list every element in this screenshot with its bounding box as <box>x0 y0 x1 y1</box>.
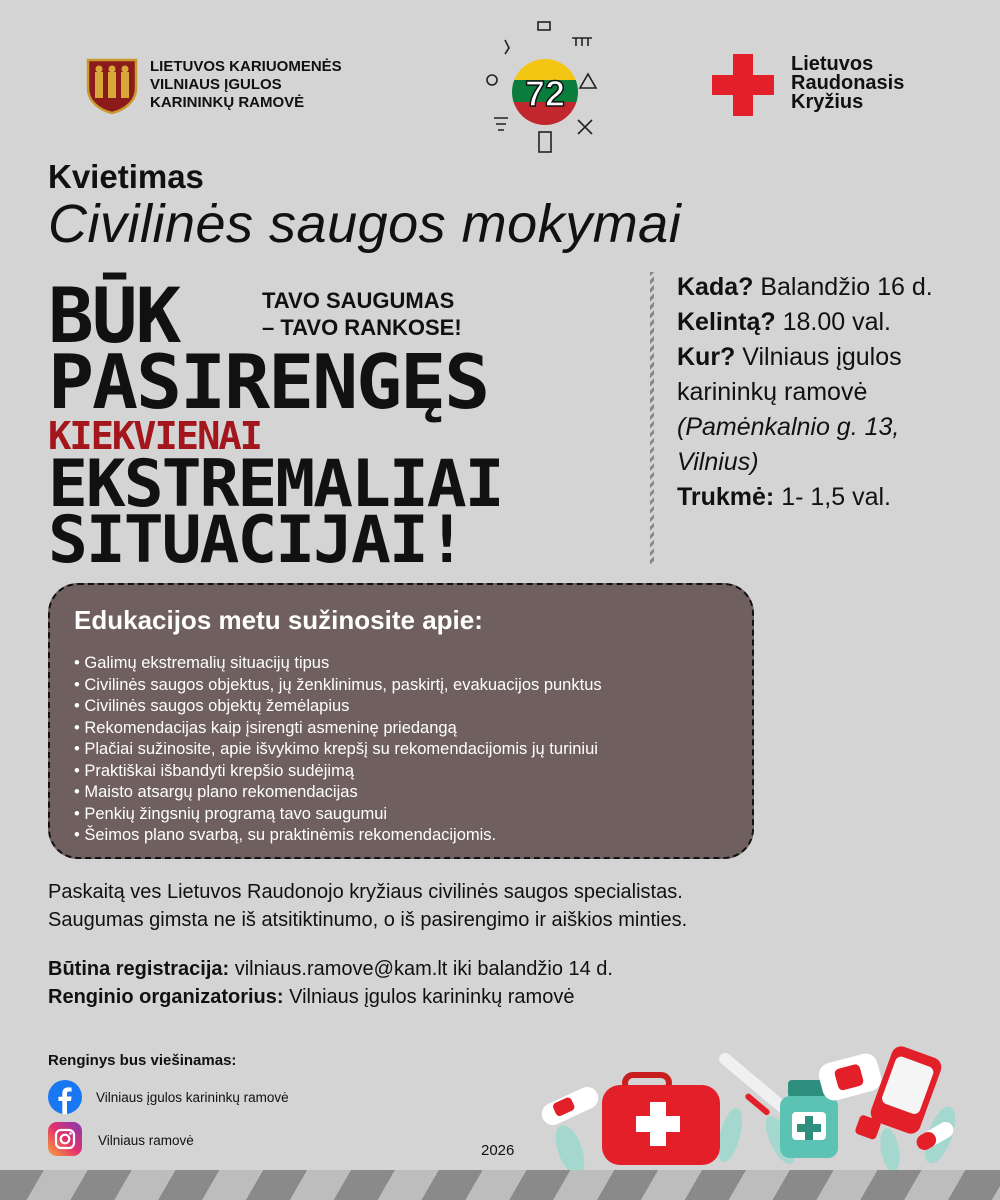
where-label: Kur? <box>677 343 736 371</box>
list-item: • Civilinės saugos objektų žemėlapius <box>74 696 602 718</box>
list-item: • Civilinės saugos objektus, jų ženklinimus, paskirtį, evakuacijos punktus <box>74 675 602 697</box>
org-line-2: VILNIAUS ĮGULOS <box>150 76 282 93</box>
event-details <box>677 270 987 515</box>
year: 2026 <box>481 1142 515 1159</box>
rc-line-2: Raudonasis <box>791 72 905 94</box>
garrison-name <box>150 58 342 112</box>
duration-value: 1- 1,5 val. <box>774 483 891 511</box>
emblem-number: 72 <box>524 73 566 114</box>
red-cross-name <box>791 55 904 112</box>
registration-row <box>48 955 613 983</box>
time-row <box>677 305 987 340</box>
duration-label: Trukmė: <box>677 483 775 511</box>
org-line-3: KARININKŲ RAMOVĖ <box>150 94 305 111</box>
pill-icon <box>538 1083 602 1128</box>
registration-label: Būtina registracija: <box>48 958 230 980</box>
list-item: • Šeimos plano svarbą, su praktinėmis rekomendacijomis. <box>74 825 602 847</box>
vertical-divider <box>650 272 654 564</box>
facebook-link[interactable]: Vilniaus įgulos karininkų ramovė <box>96 1090 289 1105</box>
rc-line-3: Kryžius <box>791 91 864 113</box>
medical-bag-icon <box>602 1075 720 1165</box>
list-item: • Maisto atsargų plano rekomendacijas <box>74 782 602 804</box>
list-item: • Galimų ekstremalių situacijų tipus <box>74 653 602 675</box>
garrison-coat-of-arms-logo <box>86 58 138 114</box>
facebook-icon[interactable] <box>48 1080 82 1114</box>
education-list <box>74 653 602 847</box>
organizer-row <box>48 983 613 1011</box>
headline-line-5: SITUACIJAI! <box>48 503 465 578</box>
headline-line-4: EKSTREMALIAI <box>48 447 503 522</box>
red-cross-logo <box>712 54 774 116</box>
slogan-line-2: – TAVO RANKOSE! <box>262 315 462 340</box>
where-value: Vilniaus įgulos karininkų ramovė <box>677 343 902 406</box>
instagram-link[interactable]: Vilniaus ramovė <box>98 1133 194 1148</box>
when-label: Kada? <box>677 273 754 301</box>
org-line-1: LIETUVOS KARIUOMENĖS <box>150 58 342 75</box>
civil-protection-72-emblem <box>480 20 610 155</box>
address: (Pamėnkalnio g. 13, Vilnius) <box>677 413 900 476</box>
headline-line-1: BŪK <box>48 271 180 360</box>
headline-line-3: KIEKVIENAI <box>48 414 261 458</box>
description <box>48 878 687 934</box>
organizer-label: Renginio organizatorius: <box>48 986 284 1008</box>
duration-row <box>677 480 987 515</box>
invitation-label: Kvietimas <box>48 158 204 195</box>
bandage-icon <box>816 1051 884 1103</box>
list-item: • Penkių žingsnių programą tavo saugumui <box>74 804 602 826</box>
description-line-1: Paskaitą ves Lietuvos Raudonojo kryžiaus civilinės saugos specialistas. <box>48 881 683 903</box>
time-label: Kelintą? <box>677 308 776 336</box>
when-value: Balandžio 16 d. <box>753 273 933 301</box>
rc-line-1: Lietuvos <box>791 53 874 75</box>
registration-value[interactable]: vilniaus.ramove@kam.lt iki balandžio 14 d. <box>229 958 613 980</box>
organizer-value: Vilniaus įgulos karininkų ramovė <box>283 986 575 1008</box>
education-title: Edukacijos metu sužinosite apie: <box>74 605 483 635</box>
social-title: Renginys bus viešinamas: <box>48 1052 237 1069</box>
list-item: • Rekomendacijas kaip įsirengti asmeninę priedangą <box>74 718 602 740</box>
event-title: Civilinės saugos mokymai <box>48 194 682 254</box>
instagram-icon[interactable] <box>48 1122 82 1156</box>
first-aid-kit-illustration <box>530 1040 980 1170</box>
where-row <box>677 340 987 410</box>
registration-info <box>48 955 613 1011</box>
slogan-line-1: TAVO SAUGUMAS <box>262 288 455 313</box>
hazard-icon <box>505 40 509 54</box>
education-box <box>48 583 754 859</box>
when-row <box>677 270 987 305</box>
bottom-hazard-stripe <box>0 1170 1000 1200</box>
slogan <box>262 287 462 341</box>
list-item: • Praktiškai išbandyti krepšio sudėjimą <box>74 761 602 783</box>
description-line-2: Saugumas gimsta ne iš atsitiktinumo, o iš pasirengimo ir aiškios minties. <box>48 909 688 931</box>
headline-line-2: PASIRENGĘS <box>48 338 489 426</box>
list-item: • Plačiai sužinosite, apie išvykimo krepšį su rekomendacijomis jų turiniui <box>74 739 602 761</box>
time-value: 18.00 val. <box>775 308 891 336</box>
